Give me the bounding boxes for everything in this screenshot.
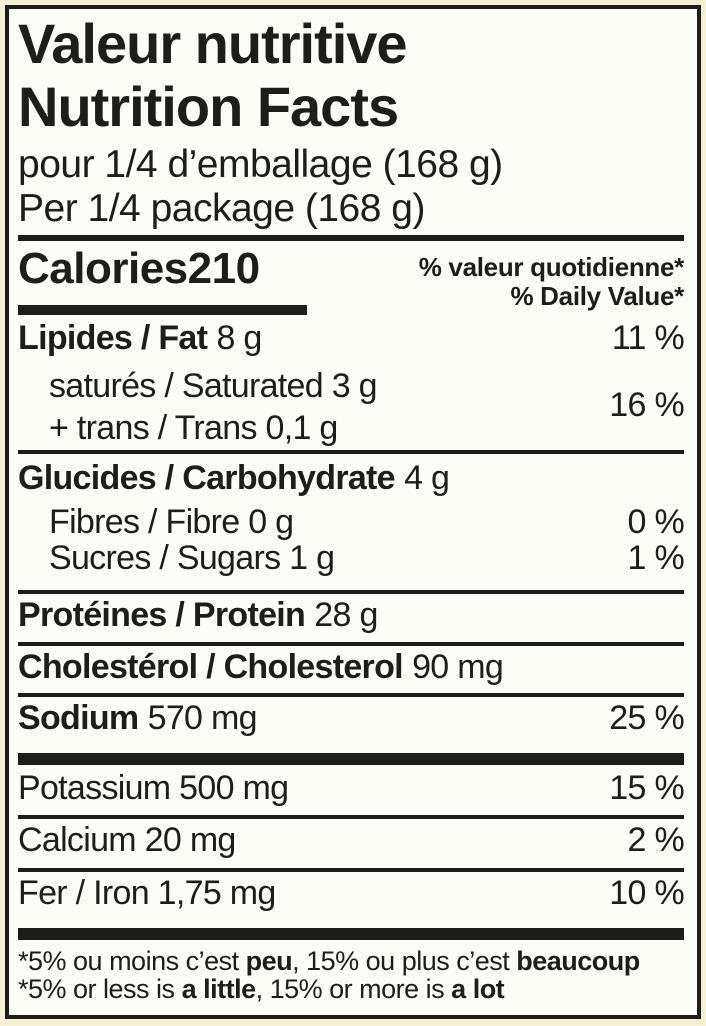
- cholesterol-name: Cholestérol / Cholesterol 90 mg: [18, 648, 504, 686]
- fat-name: Lipides / Fat 8 g: [18, 319, 262, 357]
- row-potassium: [18, 771, 684, 805]
- separator-calcium: [18, 868, 684, 872]
- calcium-dv: 2 %: [627, 821, 684, 859]
- potassium-dv: 15 %: [609, 769, 684, 807]
- separator-header: [18, 235, 684, 241]
- title-english: Nutrition Facts: [18, 75, 399, 138]
- separator-sodium-thick: [18, 753, 684, 765]
- row-protein: [18, 598, 684, 632]
- row-trans: + trans / Trans 0,1 g: [49, 409, 338, 447]
- serving-size-english: Per 1/4 package (168 g): [18, 187, 425, 230]
- fat-dv: 11 %: [611, 319, 684, 357]
- sodium-dv: 25 %: [609, 699, 684, 737]
- sodium-name: Sodium 570 mg: [18, 699, 257, 737]
- row-calcium: [18, 823, 684, 857]
- separator-protein: [18, 642, 684, 646]
- fibre-name: Fibres / Fibre 0 g: [49, 503, 294, 541]
- row-saturated: saturés / Saturated 3 g: [49, 367, 377, 405]
- saturated-trans-dv: 16 %: [609, 386, 684, 424]
- calories-underline-bar: [18, 305, 307, 315]
- calories-label: Calories: [18, 244, 188, 293]
- iron-dv: 10 %: [609, 874, 684, 912]
- calories-line: [18, 244, 260, 293]
- daily-value-header-english: % Daily Value*: [510, 281, 684, 311]
- row-cholesterol: [18, 650, 684, 684]
- row-fat: [18, 321, 684, 355]
- daily-value-header: [419, 253, 684, 311]
- title-french: Valeur nutritive: [18, 12, 407, 75]
- footnote-english: *5% or less is a little, 15% or more is a lot: [18, 974, 505, 1004]
- separator-potassium: [18, 815, 684, 819]
- row-fibre: [18, 505, 684, 539]
- calories-value: 210: [187, 244, 260, 293]
- fibre-dv: 0 %: [627, 503, 684, 541]
- footnote-french: *5% ou moins c’est peu, 15% ou plus c’est beaucoup: [18, 946, 640, 976]
- sugars-dv: 1 %: [627, 539, 684, 577]
- row-iron: [18, 876, 684, 910]
- row-sugars: [18, 541, 684, 575]
- carbohydrate-name: Glucides / Carbohydrate 4 g: [18, 459, 450, 497]
- daily-value-header-french: % valeur quotidienne*: [418, 252, 684, 282]
- separator-cholesterol: [18, 693, 684, 697]
- separator-iron-thick: [18, 928, 684, 940]
- row-carbohydrate: [18, 461, 684, 495]
- potassium-name: Potassium 500 mg: [18, 769, 289, 807]
- protein-name: Protéines / Protein 28 g: [18, 596, 378, 634]
- iron-name: Fer / Iron 1,75 mg: [18, 874, 276, 912]
- calcium-name: Calcium 20 mg: [18, 821, 236, 859]
- serving-size-french: pour 1/4 d’emballage (168 g): [18, 143, 503, 186]
- separator-fat: [18, 450, 684, 454]
- separator-carbohydrate: [18, 590, 684, 594]
- sugars-name: Sucres / Sugars 1 g: [49, 539, 335, 577]
- row-sodium: [18, 701, 684, 735]
